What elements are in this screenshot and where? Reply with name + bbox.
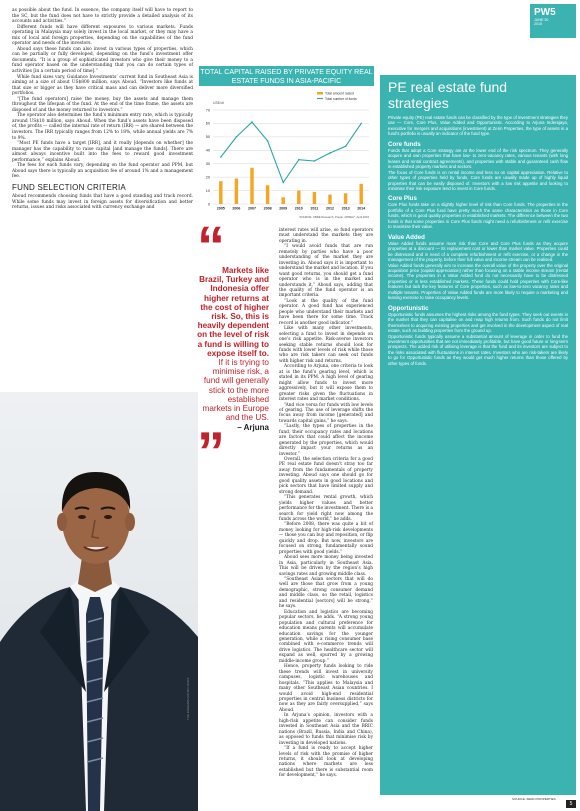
y-tick-label: 0 [207,202,210,207]
left-article-column [12,8,193,211]
x-tick-label: 2010 [294,206,303,211]
y-tick-label: 60 [205,121,210,126]
y-tick-label: 30 [205,162,210,167]
sidebar-paragraph: Opportunistic funds assumes the highest risks among the fund types. They seek out events in the market that they can capitalise on and reap high returns from. Such funds do not limit themselves to acquiring existing properties and get involved in the development aspect of real estate, such as building properties from the ground up. [388,311,568,334]
sidebar-heading-core-plus: Core Plus [388,195,417,203]
left-paragraph: The fees for each funds vary, depending on the fund operator and PPM, but Aboud says there is typically an acquisition fee of around 1% and a management fee. [12,163,193,180]
chart-line [220,121,362,183]
chart-title: TOTAL CAPITAL RAISED BY PRIVATE EQUITY REAL ESTATE FUNDS IN ASIA-PACIFIC [200,68,373,85]
middle-paragraph: “Lastly, the types of properties in the fund, their occupancy rates and locations are factors that could affect the income generated by the properties, which would directly impact your returns as an investor.” [279,424,373,457]
y-tick-label: 40 [205,148,210,153]
sidebar-intro: Private equity (PE) real estate funds can be classified by the type of investment strategies they use — Core, Core Plus, Value Added and Opportunistic. According to Arjuna Inderajaya, executive for mergers and acquisitions (investment) at Zerin Properties, the type of assets in a fund’s portfolio is usually an indicator of the fund type. [388,115,568,137]
chart-bar [359,184,362,204]
chart-point [220,156,222,158]
sidebar-source: SOURCE: ZERIN PROPERTIES [512,797,556,801]
chart-bar [344,193,347,204]
section-tag [530,4,576,38]
sidebar-heading-opportunistic: Opportunistic [388,304,429,312]
left-paragraph: “[The fund operators] raise the money, buy the assets and manage them throughout the lifespan of the fund. At the end of the time frame, the assets are disposed of and the money returned to investors.” [12,96,193,113]
x-tick-label: 2005 [216,206,225,211]
x-tick-label: 2011 [310,206,319,211]
close-quote-mark: ” [197,420,225,484]
sidebar-paragraph: Core Plus funds take on a slightly higher level of risk than Core funds. The properties in the portfolio of a Core Plus fund have pretty much the same characteristics as those in Core funds, which is good quality properties in established markets. The difference between the two funds is that some properties in Core Plus funds might need a refurbishment or refit exercise to maximise their value. [388,202,568,230]
chart-bar [266,185,269,204]
left-paragraph: Different funds will have different exposures to various markets. Funds operating in Malaysia may solely invest in the local market, or they may have a mix of local and foreign properties, depending on the capabilities of the fund operator and needs of the investors. [12,24,193,47]
portrait-photo [0,392,198,811]
chart-series-line [221,122,361,182]
chart-legend [317,92,357,101]
pull-quote [197,214,269,484]
open-quote-mark: “ [197,214,225,277]
left-paragraph: The operator also determines the fund’s minimum entry rate, which is typically around US$10 million, says Aboud. When the fund’s assets have been disposed of, the profits — called the internal rate of return (IRR) — are shared between the investors. The IRR typically ranges from 12% to 18%, while annual yields are 7% to 9%. [12,113,193,141]
chart-bar [297,191,300,204]
chart-bars [219,168,363,204]
x-tick-label: 2009 [279,206,288,211]
sidebar-paragraph: Value Added funds generally aim to increase the overall value of the property over the original acquisition price (capital appreciation) rather than focusing on a stable income stream (rental income). The properties in a Value Added fund do not necessarily have to be distressed properties or in less established markets. These funds could hold properties with Core-like features but lack the key features of Core properties, such as low-to-zero vacancy rates and multiple tenants. Properties of Value Added funds are more likely to require a marketing and leasing exercise to raise occupancy levels. [388,262,568,301]
middle-paragraph: Overall, the selection criteria for a good PE real estate fund doesn’t stray too far away from the fundamentals of property investing. Aboud says one should go for good quality assets in good locations and pick sectors that have limited supply and strong demand. [279,457,373,495]
chart-bar [219,181,222,204]
chart-bar [250,168,253,204]
chart-bar [328,195,331,204]
chart-source: SOURCE: CBRE Research, Preqin, APREA*, April 2015 [299,215,369,219]
sidebar-paragraph: Opportunistic funds typically assume a substantial amount of leverage in order to fund the investment opportunities that are not immediately profitable, but have good future or long-term prospects. The added risk of utilising leverage is that the fund and its investors are subject to the risks associated with fluctuations in interest rates. Investors who are risk-takers are likely to go for Opportunistic funds as they would get much higher returns than those offered by other types of funds. [388,333,568,366]
x-tick-label: 2014 [357,206,366,211]
sidebar-title: PE real estate fund strategies [388,79,508,111]
issue-date-line-1: JUNE 30 [534,18,549,22]
chart-point [298,159,300,161]
middle-paragraph: Like with many other investments, selecting a fund to invest in depends on one’s risk appetite. Risk-averse investors seeking stable returns should look for funds with lower levels of risk while those who are risk takers can seek out funds with higher risk and returns. [279,326,373,364]
left-paragraph: as possible about the fund. In essence, the company itself will have to report to the SC, but the fund does not have to strictly provide a detailed analysis of its accounts and activities.” [12,8,193,25]
person-illustration [0,392,198,811]
middle-paragraph: “If a fund is ready to accept higher levels of risk with the promise of higher returns, it should look at developing nations where markets are less established but there is substantial room for development,” he says. [279,746,373,779]
section-heading: FUND SELECTION CRITERIA [12,182,126,192]
sidebar-paragraph: Funds that adopt a Core strategy are at the lower end of the risk spectrum. They generally acquire and own properties that have low- to zero-vacancy rates, various tenants (with long leases and rental contract agreements), and properties with stable and guaranteed cash flow in established property markets and sectors. [388,147,568,170]
sidebar-heading-core: Core funds [388,140,421,148]
section-name: PW5 [534,7,556,18]
left-paragraph: Aboud recommends choosing funds that have a good standing and track record. While some funds may invest in foreign assets for diversification and better returns, issues and risks associated with currency exchange and [12,193,193,211]
chart-point [360,123,362,125]
middle-paragraph: “This generates rental growth, which yields higher values and better performance for the investment. There is a search for yield right now among the funds across the world,” he adds. [279,495,373,523]
pull-quote-attribution: – Arjuna [237,423,269,433]
x-tick-label: 2006 [232,206,241,211]
sidebar-heading-value-added: Value Added [388,233,425,241]
x-tick-label: 2008 [263,206,272,211]
chart [199,66,374,224]
middle-paragraph: “Look at the quality of the fund operator. A good fund has experienced people who understand their markets and have been there for some time. Track record is another good indicator.” [279,298,373,326]
photo-credit: THE EDGE/MAHATHIR HANAF [186,677,190,720]
pull-quote-light-text: If it is trying to minimise risk, a fund will generally stick to the more established markets in Europe and the US. [202,358,269,423]
chart-svg [199,66,374,224]
middle-paragraph: In Arjuna’s opinion, investors with a high-risk appetite can consider funds invested in Southeast Asia and the BRIC nations (Brazil, Russia, India and China), as opposed to funds that minimise risk by investing in developed nations. [279,713,373,746]
y-tick-label: 10 [205,188,210,193]
left-paragraph: While fund sizes vary, Guidance Investments’ current fund in Southeast Asia is aiming at a size of about US$800 million, says Aboud. “Investors like funds at that size or bigger as they have critical mass and can deliver more diversified portfolios. [12,74,193,97]
legend-swatch-bar [317,92,323,95]
y-tick-label: 50 [205,135,210,140]
middle-paragraph: “And vice versa for funds with low levels of gearing. The use of leverage shifts the focus away from income [generated] and towards capital gains,” he says. [279,402,373,424]
middle-paragraph: “I would avoid funds that are run remotely by parties who have a poor understanding of the market they are investing in. Aboud says it is important to understand the market and location. If you want good returns, you should get a fund operator who is in the market and understands it,” Aboud says, adding that the quality of the fund operator is an important criteria. [279,244,373,299]
y-tick-label: 70 [205,108,210,113]
chart-point [251,121,253,123]
x-tick-label: 2007 [248,206,256,211]
chart-point [282,182,284,184]
middle-paragraph: Education and logistics are becoming popular sectors, he adds. “A strong young population and cultural preference for education means parents will accumulate education savings for the younger generation, while a rising consumer base combined with e-commerce trends will drive logistics. The healthcare sector will expand as well, spurred by a growing middle-income group.” [279,609,373,664]
chart-bar [281,197,284,204]
middle-paragraph: According to Arjuna, one criteria to look at is the fund’s gearing level, which is stated in its PPM. A high level of gearing might allow funds to invest more aggressively, but it will expose them to greater risks given the fluctuations in interest rates and market conditions. [279,364,373,403]
chart-point [314,160,316,162]
chart-point [345,145,347,147]
pull-quote-bold-text: Markets like Brazil, Turkey and Indonesia offer higher returns at the cost of higher risk. So, this is heavily dependent on the level of risk a fund is willing to expose itself to. [197,266,269,358]
page-number: 5 [566,800,576,808]
legend-label: Total amount raised [325,91,354,96]
left-paragraph: Aboud says these funds can also invest in various types of properties, which can be partially or fully developed, depending on the fund’s investment offer documents. “It is a group of sophisticated investors who give their money to a fund operator based on the understanding that you can do certain types of activities [in a certain period of time].” [12,46,193,75]
chart-bar [313,192,316,204]
chart-point [236,136,238,138]
chart-point [267,140,269,142]
chart-point [329,152,331,154]
chart-unit-label: US$ bil [213,101,224,105]
chart-bar [235,178,238,204]
middle-article-column [279,228,373,779]
middle-paragraph: “Southeast Asian sectors that will do well are those that grow from a young demographic, strong consumer demand and middle class, so the retail, logistics and residential [sectors] will be strong,” he says. [279,577,373,610]
issue-date-line-2: 2015 [534,22,542,26]
sidebar-paragraph: The focus of Core funds is on rental income and less so on capital appreciation. Relative to other types of properties held by funds, Core funds are usually made up of highly liquid properties that can be easily disposed of. Investors with a low risk appetite and looking to minimise their risk exposure tend to invest in Core funds. [388,169,568,191]
middle-paragraph: Aboud sees more money being invested in Asia, particularly in Southeast Asia. This will be driven by the region’s high savings rates and growing middle class. [279,555,373,577]
middle-paragraph: “Before 2008, there was quite a bit of money looking for high-risk developments — those you can buy and reposition, or flip quickly and drop. But now, investors are focused on strong, fundamentally sound properties with good yields.” [279,522,373,555]
legend-label: Total number of funds [325,96,357,101]
strategies-sidebar [380,75,576,795]
middle-paragraph: Hence, property funds looking to ride these trends will invest in university campuses, logistic warehouses and hospitals. “This applies to Malaysia and many other Southeast Asian countries. I would avoid high-end residential properties in central business districts for now as they are fairly oversupplied,” says Aboud. [279,664,373,713]
x-tick-label: 2012 [326,206,334,211]
y-tick-label: 20 [205,175,210,180]
x-tick-label: 2013 [341,206,350,211]
sidebar-paragraph: Value Added funds assume more risk than Core and Core Plus funds as they acquire properties at a discount — its replacement cost or lower than market value. Properties could be distressed and in need of a complete refurbishment or refit exercise, or a change in the management of the property, before their full value and income stream can be realised. [388,240,568,263]
middle-paragraph: interest rates will arise, so fund operators must understand the markets they are operating in. [279,228,373,244]
left-paragraph: “Most PE funds have a target [IRR], and it really [depends on whether] the manager has the capability to raise capital [and manage the funds]. There are almost always incentive built into the fees to reward good investment performance,” explains Aboud. [12,141,193,163]
